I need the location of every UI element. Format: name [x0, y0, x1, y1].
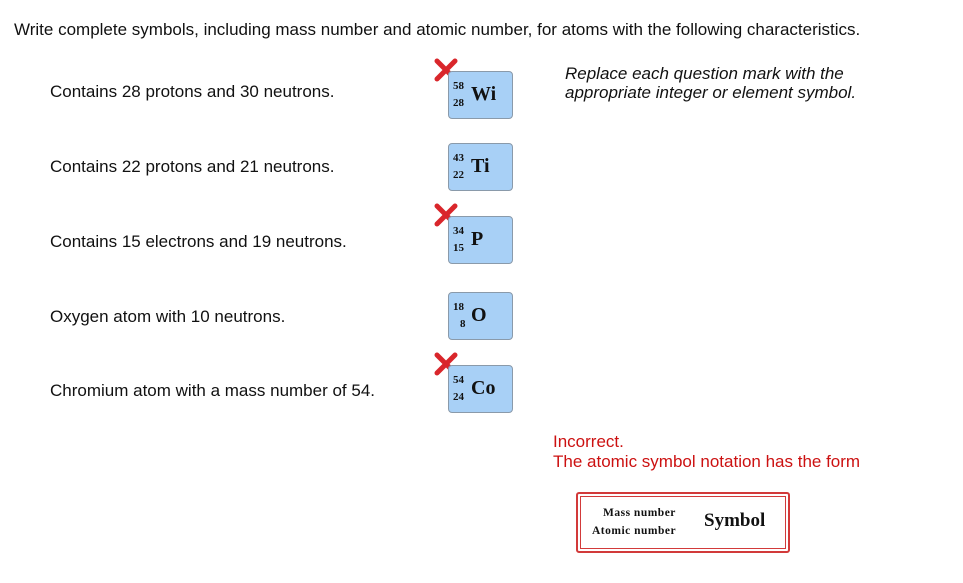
- atomic-number-field[interactable]: 8: [460, 318, 466, 330]
- instruction-text: Write complete symbols, including mass number and atomic number, for atoms with the following characteristics.: [14, 20, 861, 39]
- question-prompt-3: Contains 15 electrons and 19 neutrons.: [50, 232, 347, 251]
- question-prompt-2: Contains 22 protons and 21 neutrons.: [50, 157, 335, 176]
- hint-line-1: Replace each question mark with the: [565, 64, 844, 83]
- atomic-number-field[interactable]: 15: [453, 242, 464, 254]
- atomic-number-field[interactable]: 24: [453, 391, 464, 403]
- atomic-number-field[interactable]: 22: [453, 169, 464, 181]
- element-symbol-field[interactable]: Wi: [471, 83, 497, 105]
- hint-text: [565, 64, 856, 102]
- question-prompt-5: Chromium atom with a mass number of 54.: [50, 381, 376, 400]
- element-symbol-field[interactable]: O: [471, 304, 487, 326]
- hint-line-2: appropriate integer or element symbol.: [565, 83, 857, 102]
- element-symbol-field[interactable]: P: [471, 228, 484, 250]
- mass-number-field[interactable]: 58: [453, 80, 464, 92]
- question-prompt-4: Oxygen atom with 10 neutrons.: [50, 307, 286, 326]
- answer-box-2[interactable]: [448, 143, 513, 191]
- notation-mass-label: Mass number: [603, 507, 676, 519]
- mass-number-field[interactable]: 18: [453, 301, 464, 313]
- notation-example: [576, 492, 790, 553]
- element-symbol-field[interactable]: Co: [471, 377, 496, 399]
- feedback-message: The atomic symbol notation has the form: [553, 452, 861, 471]
- answer-box-5[interactable]: [448, 365, 513, 413]
- answer-box-4[interactable]: [448, 292, 513, 340]
- answer-box-3[interactable]: [448, 216, 513, 264]
- answer-box-1[interactable]: [448, 71, 513, 119]
- mass-number-field[interactable]: 34: [453, 225, 464, 237]
- notation-atomic-label: Atomic number: [592, 525, 677, 537]
- question-prompt-1: Contains 28 protons and 30 neutrons.: [50, 82, 335, 101]
- feedback-status: Incorrect.: [553, 432, 624, 451]
- notation-symbol-label: Symbol: [704, 510, 766, 531]
- mass-number-field[interactable]: 43: [453, 152, 464, 164]
- atomic-number-field[interactable]: 28: [453, 97, 464, 109]
- mass-number-field[interactable]: 54: [453, 374, 464, 386]
- feedback-panel: [553, 432, 860, 472]
- element-symbol-field[interactable]: Ti: [471, 155, 490, 177]
